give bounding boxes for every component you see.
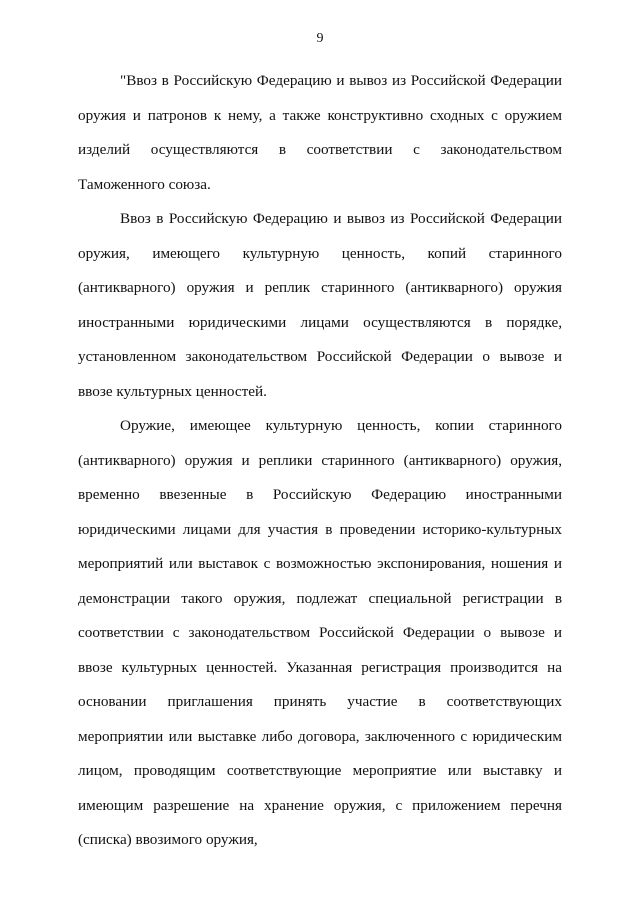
paragraph-import-export-customs: "Ввоз в Российскую Федерацию и вывоз из Российской Федерации оружия и патронов к нему, а также конструктивно сходных с оружием изделий осуществляются в соответствии с законодательством Таможенного союза.: [78, 72, 562, 193]
paragraph-special-registration: Оружие, имеющее культурную ценность, копии старинного (антикварного) оружия и реплики старинного (антикварного) оружия, временно ввезенные в Российскую Федерацию иностранными юридическими лицами для участия в проведении историко-культурных мероприятий или выставок с возможностью экспонирования, ношения и демонстрации такого оружия, подлежат специальной регистрации в соответствии с законодательством Российской Федерации о вывозе и ввозе культурных ценностей. Указанная регистрация производится на основании приглашения принять участие в соответствующих мероприятии или выставке либо договора, заключенного с юридическим лицом, проводящим соответствующие мероприятие или выставку и имеющим разрешение на хранение оружия, с приложением перечня (списка) ввозимого оружия,: [78, 417, 562, 848]
paragraph-cultural-value-weapons: Ввоз в Российскую Федерацию и вывоз из Российской Федерации оружия, имеющего культурную ценность, копий старинного (антикварного) оружия и реплик старинного (антикварного) оружия иностранными юридическими лицами осуществляются в порядке, установленном законодательством Российской Федерации о вывозе и ввозе культурных ценностей.: [78, 210, 562, 400]
page-number: 9: [316, 31, 324, 46]
document-body: [78, 64, 562, 858]
